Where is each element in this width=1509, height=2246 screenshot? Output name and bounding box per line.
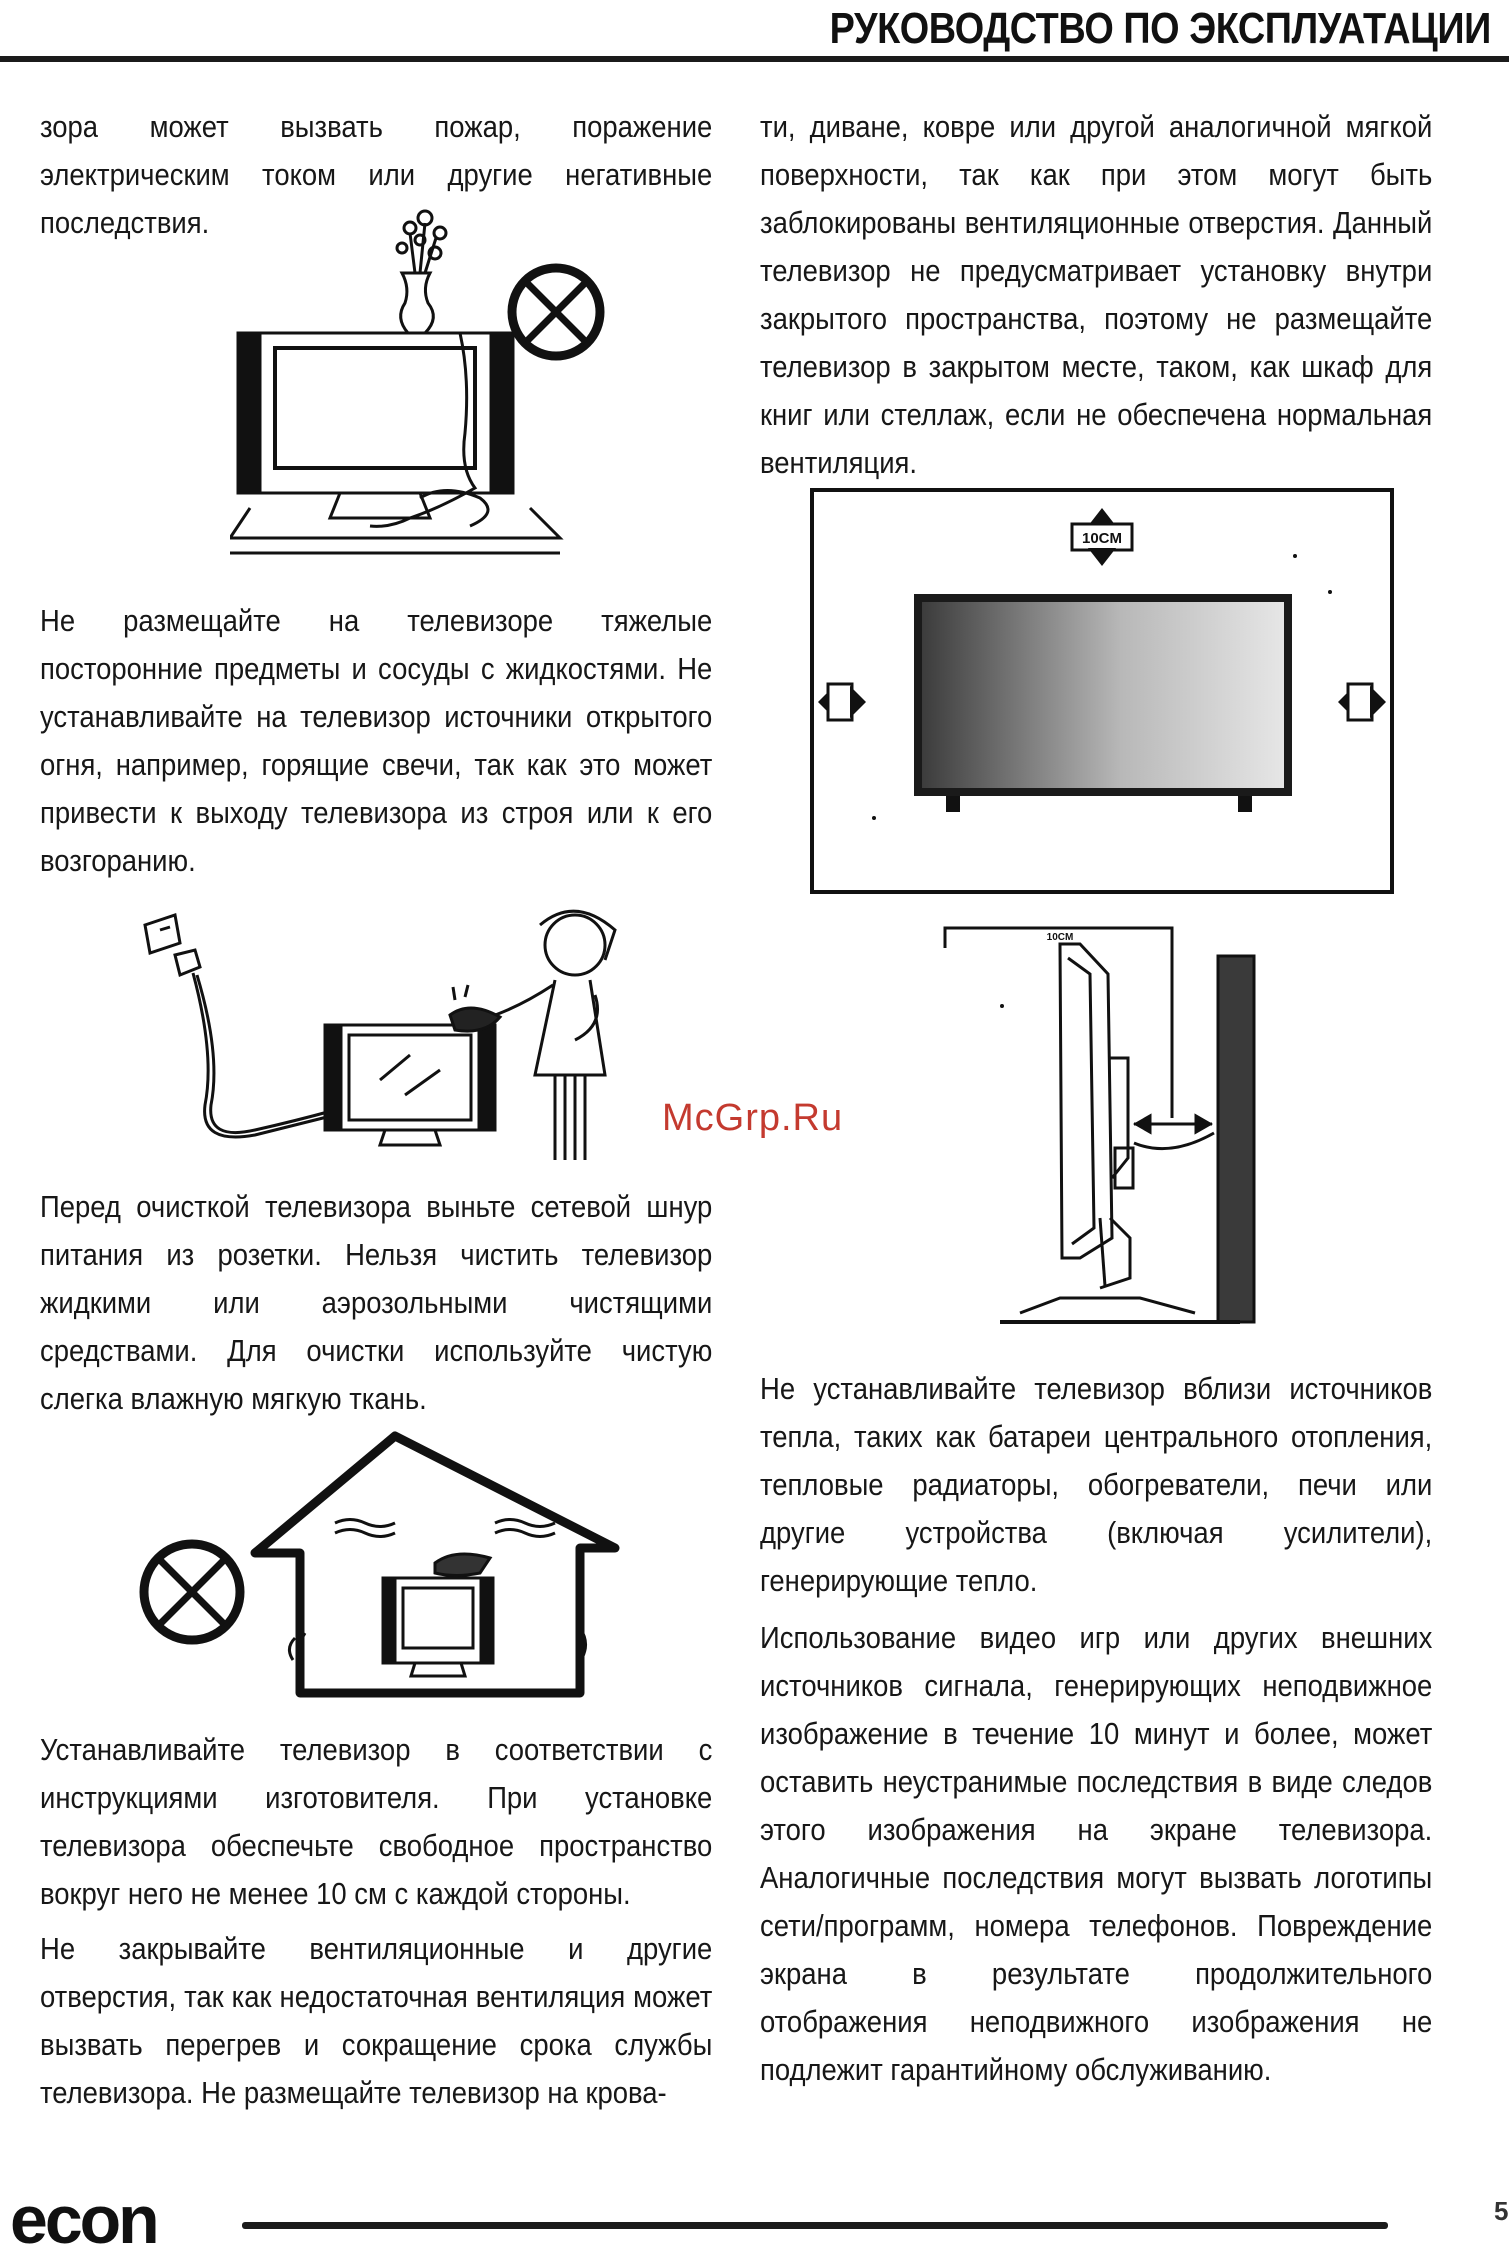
enclosed-tv-figure xyxy=(135,1428,635,1708)
prohibited-icon xyxy=(512,268,600,356)
right-paragraph-3: Использование видео игр или других внешних источников сигнала, генерирующих неподвижное изображение в течение 10 минут и более, может оставить неустранимые последствия в виде следов этого изображения на экране телевизора. Аналогичные последствия могут вызвать логотипы сети/программ, номера телефонов. Повреждение экрана в результате продолжительного отображения неподвижного изображения не подлежит гарантийному обслуживанию. xyxy=(760,1621,1433,2087)
clearance-side-figure xyxy=(940,918,1260,1338)
left-paragraph-2: Не размещайте на телевизоре тяжелые посторонние предметы и сосуды с жидкостями. Не устанавливайте на телевизор источники открытого огня, например, горящие свечи, так как это может привести к выходу телевизора из строя или к его возгоранию. xyxy=(40,604,713,878)
page-header-title: РУКОВОДСТВО ПО ЭКСПЛУАТАЦИИ xyxy=(829,4,1491,53)
clearance-front-figure xyxy=(810,488,1395,896)
footer-divider xyxy=(242,2222,1388,2229)
vase-on-tv-figure xyxy=(230,208,620,568)
right-paragraph-1: ти, диване, ковре или другой аналогичной мягкой поверхности, так как при этом могут быть заблокированы вентиляционные отверстия. Данный телевизор не предусматривает установку внутри закрытого пространства, поэтому не размещайте телевизор в закрытом месте, таком, как шкаф для книг или стеллаж, если не обеспечена нормальная вентиляция. xyxy=(760,110,1433,480)
page-number: 5 xyxy=(1494,2196,1509,2226)
side-clearance-label: 10CM xyxy=(1046,932,1074,943)
left-paragraph-1: зора может вызвать пожар, поражение электрическим током или другие негативные последствия. xyxy=(40,110,713,240)
left-paragraph-4: Устанавливайте телевизор в соответствии с инструкциями изготовителя. При установке телевизора обеспечьте свободное пространство вокруг него не менее 10 см с каждой стороны. xyxy=(40,1733,713,1911)
right-paragraph-2: Не устанавливайте телевизор вблизи источников тепла, таких как батареи центрального отопления, тепловые радиаторы, обогреватели, печи или другие устройства (включая усилители), генерирующие тепло. xyxy=(760,1372,1433,1598)
left-paragraph-3: Перед очисткой телевизора выньте сетевой шнур питания из розетки. Нельзя чистить телевизор жидкими или аэрозольными чистящими средствами. Для очистки используйте чистую слегка влажную мягкую ткань. xyxy=(40,1190,713,1416)
econ-logo: econ xyxy=(10,2182,157,2246)
header-divider xyxy=(0,56,1509,62)
watermark: McGrp.Ru xyxy=(662,1097,844,1139)
clearance-label: 10CM xyxy=(1081,530,1123,547)
left-paragraph-5: Не закрывайте вентиляционные и другие отверстия, так как недостаточная вентиляция может вызвать перегрев и сокращение срока службы телевизора. Не размещайте телевизор на крова- xyxy=(40,1932,713,2110)
prohibited-icon xyxy=(144,1544,240,1640)
cleaning-tv-figure xyxy=(135,905,665,1175)
